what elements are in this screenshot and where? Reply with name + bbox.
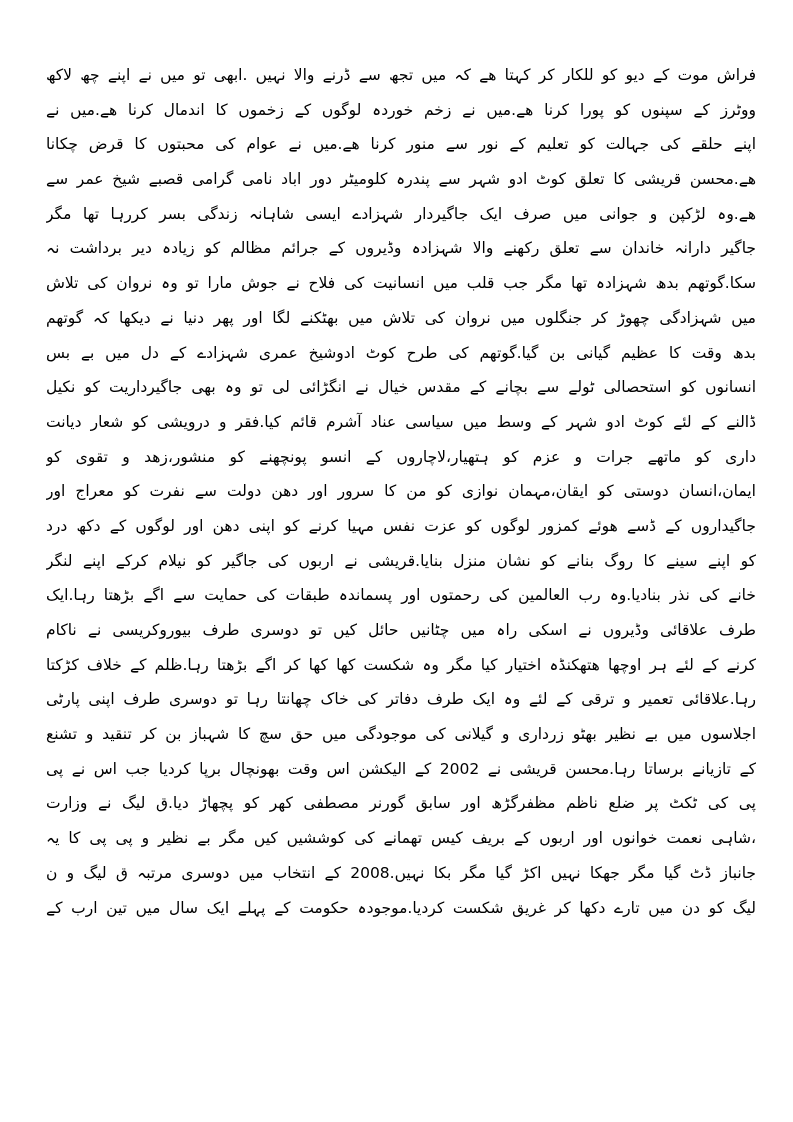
- text-line: ڈالنے کے لئے کوٹ ادو شہر کے وسط میں سیاسی عناد آشرم قائم کیا.فقر و درویشی کو شعار دیانت: [46, 412, 756, 431]
- text-line: داری کو ماتھے جرات و عزم کو ہتھیار،لاچاروں کے انسو پونچھنے کو منشور،زھد و تقوی کو: [46, 447, 756, 466]
- text-line: اجلاسوں میں بے نظیر بھٹو زرداری و گیلانی کی موجودگی میں حق سچ کا شہباز بن کر تنقید و تشنع: [46, 725, 756, 744]
- text-line: ایمان،انسان دوستی کو ایقان،مہمان نوازی کو من کا سرور اور دھن دولت سے نفرت کو معراج اور: [46, 482, 756, 501]
- article-body: [46, 58, 756, 925]
- text-line: جاگیداروں کے ڈسے ھوئے کمزور لوگوں کو عزت نفس مہیا کرنے کو اپنی دھن اور لوگوں کے دکھ درد: [46, 516, 756, 535]
- text-line: کو اپنے سینے کا روگ بنانے کو نشان منزل بنایا.قریشی نے اربوں کی جاگیر کو نیلام کرکے اپنے لنگر: [46, 551, 756, 570]
- text-line: جاگیر دارانہ خاندان سے تعلق رکھنے والا شہزادہ وڈیروں کے جرائم مظالم کو زیادہ دیر برداشت نہ: [46, 239, 756, 258]
- text-line: کے تازیانے برساتا رہا.محسن قریشی نے 2002 کے الیکشن اس وقت بھونچال برپا کردیا جب اس نے پی: [46, 759, 756, 778]
- text-line: خانے کی نذر بنادیا.وہ رب العالمین کی رحمتوں اور پسماندہ طبقات کی حمایت سے اگے بڑھتا رہا.ایک: [46, 586, 756, 605]
- text-line: سکا.گوتھم بدھ شہزادہ تھا مگر جب قلب میں انسانیت کی فلاح نے جوش مارا تو وہ نروان کی تلاش: [46, 274, 756, 293]
- text-line: ھے.محسن قریشی کا تعلق کوٹ ادو شہر سے پندرہ کلومیٹر دور اباد نامی گرامی قصبے شیخ عمر سے: [46, 170, 756, 189]
- text-line: رہا.علاقائی تعمیر و ترقی کے لئے وہ ایک طرف دفاتر کی خاک چھانتا رہا تو دوسری طرف اپنی پارٹی: [46, 690, 756, 709]
- text-line: کرنے کے لئے ہر اوچھا ھتھکنڈہ اختیار کیا مگر وہ شکست کھا کھا کر اگے بڑھتا رہا.ظلم کے خلاف کڑکتا: [46, 655, 756, 674]
- text-line: انسانوں کو استحصالی ٹولے سے بچانے کے مقدس خیال نے انگڑائی لی تو وہ بھی جاگیرداریت کو نکیل: [46, 378, 756, 397]
- text-line: ،شاہی نعمت خوانوں اور اربوں کے بریف کیس تھمانے کی کوششیں کیں مگر بے نظیر و پی پی کا یہ: [46, 829, 756, 848]
- text-line: اپنے حلقے کی جہالت کو تعلیم کے نور سے منور کرنا ھے.میں نے عوام کی محبتوں کا قرض چکانا: [46, 135, 756, 154]
- text-line: پی کی ٹکٹ پر ضلع ناظم مظفرگڑھ اور سابق گورنر مصطفی کھر کو پچھاڑ دیا.ق لیگ نے وزارت: [46, 794, 756, 813]
- text-line: طرف علاقائی وڈیروں نے اسکی راہ میں چٹانیں حائل کیں تو دوسری طرف بیوروکریسی نے ناکام: [46, 621, 756, 639]
- text-line: بدھ وقت کا عظیم گیانی بن گیا.گوتھم کی طرح کوٹ ادوشیخ عمری شہزادے کے دل میں بے بس: [46, 343, 756, 362]
- text-line: ھے.وہ لڑکپن و جوانی میں صرف ایک جاگیردار شہزادے ایسی شاہانہ زندگی بسر کررہا تھا مگر: [46, 204, 756, 223]
- text-line: میں شہزادگی چھوڑ کر جنگلوں میں نروان کی تلاش میں بھٹکنے لگا اور پھر دنیا نے دیکھا کہ گوتھم: [46, 308, 756, 327]
- text-line: لیگ کو دن میں تارے دکھا کر غریق شکست کردیا.موجودہ حکومت کے پہلے ایک سال میں تین ارب کے: [46, 898, 756, 917]
- text-line: ووٹرز کے سپنوں کو پورا کرنا ھے.میں نے زخم خوردہ لوگوں کے زخموں کا اندمال کرنا ھے.میں نے: [46, 100, 756, 119]
- text-line: جانباز ڈٹ گیا مگر جھکا نہیں اکڑ گیا مگر بکا نہیں.2008 کے انتخاب میں دوسری مرتبہ ق لیگ و ن: [46, 863, 756, 882]
- text-line: فراش موت کے دیو کو للکار کر کہتا ھے کہ میں تجھ سے ڈرنے والا نہیں .ابھی تو میں نے اپنے چھ لاکھ: [46, 66, 756, 84]
